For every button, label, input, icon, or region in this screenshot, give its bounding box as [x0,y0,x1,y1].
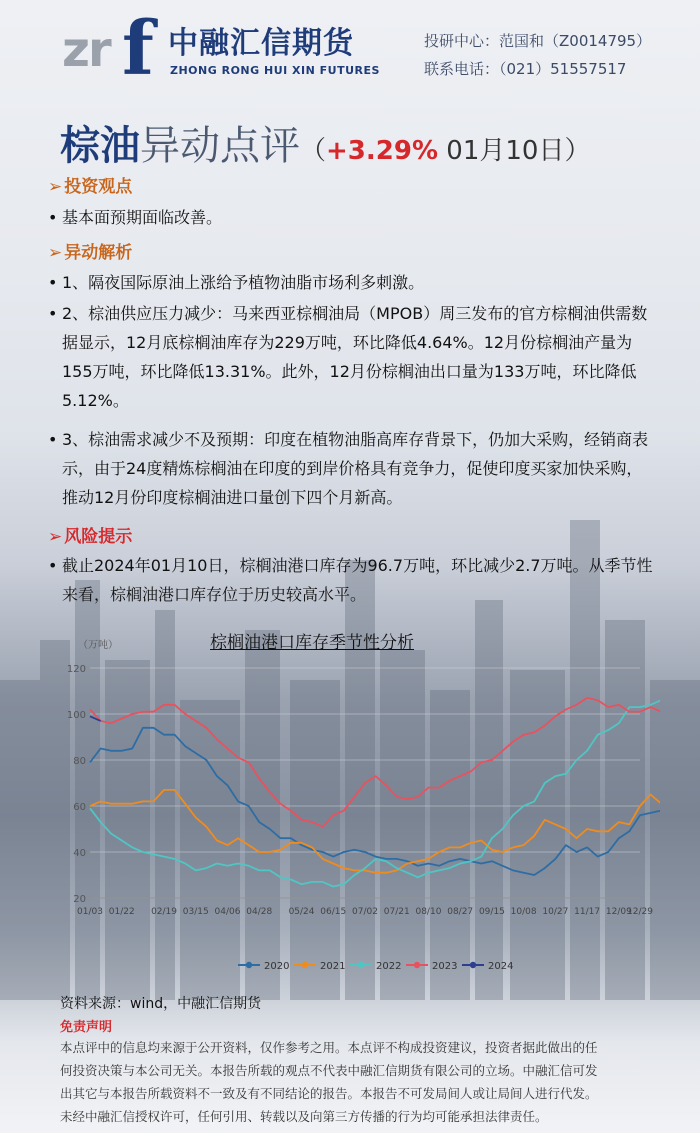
x-tick-label: 04/06 [214,907,241,917]
disclaimer-line: 出其它与本报告所载资料不一致及有不同结论的报告。本报告不可发局间人或让局间人进行代发。 [60,1086,598,1101]
legend-marker [470,962,476,968]
phone-contact: 联系电话：（021）51557517 [424,60,627,78]
bullet-icon: • [48,208,58,227]
y-tick-label: 80 [73,756,86,767]
inventory-seasonal-chart [60,630,660,980]
x-tick-label: 09/15 [478,907,505,917]
legend-label: 2021 [320,961,346,972]
series-line-2022 [90,700,660,886]
y-tick-label: 20 [73,894,86,905]
page-title [60,114,590,171]
title-product: 棕油 [60,123,140,169]
bullet-icon: • [48,430,58,449]
disclaimer-title: 免责声明 [60,1020,113,1035]
x-tick-label: 07/21 [383,907,410,917]
chart-title: 棕榈油港口库存季节性分析 [210,633,414,653]
series-line-2020 [90,728,660,875]
analyst-contact: 投研中心：范国和（Z0014795） [424,32,652,50]
section-label: 投资观点 [64,177,133,197]
x-tick-label: 06/15 [320,907,347,917]
x-tick-label: 07/02 [352,907,378,917]
bullet-text: 截止2024年01月10日，棕榈油港口库存为96.7万吨，环比减少2.7万吨。从季节性来看，棕榈油港口库存位于历史较高水平。 [62,556,653,604]
x-tick-label: 10/08 [510,907,537,917]
x-tick-label: 10/27 [542,907,569,917]
section-label: 风险提示 [64,527,133,547]
section-analysis [48,238,132,263]
arrow-right-icon: ➢ [48,527,63,547]
bullet-icon: • [48,273,58,292]
data-source: 资料来源：wind，中融汇信期货 [60,996,262,1012]
arrow-right-icon: ➢ [48,243,63,263]
bullet-icon: • [48,556,58,575]
x-tick-label: 01/03 [77,907,103,917]
list-item [48,299,658,415]
x-tick-label: 02/19 [151,907,178,917]
title-open-paren: （ [300,136,327,166]
bullet-text: 基本面预期面临改善。 [62,208,223,227]
x-tick-label: 08/27 [447,907,474,917]
company-name-cn: 中融汇信期货 [168,26,354,61]
disclaimer-text [60,1036,640,1128]
x-tick-label: 11/17 [574,907,601,917]
legend-marker [302,962,308,968]
list-item [48,425,658,512]
disclaimer-line: 本点评中的信息均来源于公开资料，仅作参考之用。本点评不构成投资建议，投资者据此做出的任 [60,1040,598,1055]
legend-label: 2024 [488,961,514,972]
title-change: +3.29% [326,136,439,166]
legend-marker [414,962,420,968]
y-tick-label: 40 [73,848,86,859]
logo-f-mark: f [122,6,154,92]
list-item [48,203,658,232]
logo-zr-mark: zr [62,22,110,78]
legend-marker [358,962,364,968]
legend-marker [246,962,252,968]
x-tick-label: 08/10 [415,907,442,917]
title-type: 异动点评 [140,123,300,169]
y-tick-label: 100 [66,710,86,721]
x-tick-label: 12/09 [605,907,632,917]
y-axis-label: （万吨） [78,640,118,651]
disclaimer-line: 未经中融汇信授权许可，任何引用、转载以及向第三方传播的行为均可能承担法律责任。 [60,1109,548,1124]
bullet-text: 3、棕油需求减少不及预期：印度在植物油脂高库存背景下，仍加大采购，经销商表示，由于24度精炼棕榈油在印度的到岸价格具有竞争力，促使印度买家加快采购，推动12月份印度棕榈油进口量创下四个月新高。 [62,430,649,507]
company-name-en: ZHONG RONG HUI XIN FUTURES [170,64,380,77]
arrow-right-icon: ➢ [48,177,63,197]
legend-label: 2022 [376,961,402,972]
x-tick-label: 04/28 [246,907,273,917]
section-investment-view [48,172,132,197]
bullet-icon: • [48,304,58,323]
y-tick-label: 60 [73,802,86,813]
x-tick-label: 05/24 [288,907,315,917]
legend-label: 2020 [264,961,290,972]
list-item [48,268,658,297]
x-tick-label: 12/29 [627,907,653,917]
report-header [0,0,700,100]
x-tick-label: 01/22 [108,907,135,917]
disclaimer-line: 何投资决策与本公司无关。本报告所载的观点不代表中融汇信期货有限公司的立场。中融汇信可发 [60,1063,598,1078]
title-date: 01月10日） [438,136,591,166]
legend-label: 2023 [432,961,458,972]
section-risk [48,522,132,547]
y-tick-label: 120 [66,664,86,675]
bullet-text: 2、棕油供应压力减少：马来西亚棕榈油局（MPOB）周三发布的官方棕榈油供需数据显示，12月底棕榈油库存为229万吨，环比降低4.64%。12月份棕榈油产量为155万吨，环比降低13.31%。此外，12月份棕榈油出口量为133万吨，环比降低5.12%。 [62,304,648,410]
bullet-text: 1、隔夜国际原油上涨给予植物油脂市场利多刺激。 [62,273,425,292]
list-item [48,551,658,609]
section-label: 异动解析 [64,243,133,263]
x-tick-label: 03/15 [182,907,209,917]
